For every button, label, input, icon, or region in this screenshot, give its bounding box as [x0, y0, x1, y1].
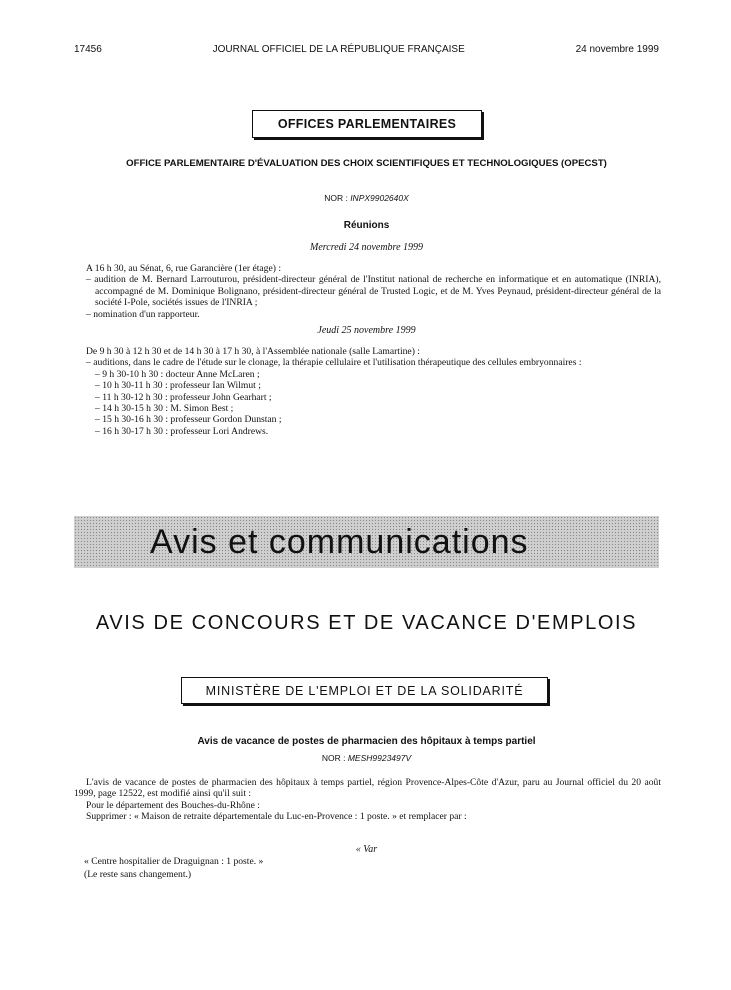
meeting2-intro: De 9 h 30 à 12 h 30 et de 14 h 30 à 17 h 30, à l'Assemblée nationale (salle Lamartine) :	[86, 346, 420, 357]
avis-banner	[74, 516, 659, 568]
meeting1-intro: A 16 h 30, au Sénat, 6, rue Garancière (1er étage) :	[86, 263, 281, 274]
meeting2-item: – 11 h 30-12 h 30 : professeur John Gearhart ;	[95, 391, 272, 403]
reunions-heading: Réunions	[343, 220, 390, 231]
meeting2-lead: – auditions, dans le cadre de l'étude sur le clonage, la thérapie cellulaire et l'utilisation thérapeutique des cellules embryonnaires :	[86, 357, 582, 369]
meeting1-item: – audition de M. Bernard Larrouturou, président-directeur général de l'Institut national de recherche en informatique et en automatique (INRIA), accompagné de M. Dominique Bolignano, président-directeur général de Trusted Logic, et de M. Yves Peynaud, président-directeur général de la société I-Pole, sociétés issues de l'INRIA ;	[86, 274, 661, 309]
banner-title: Avis et communications	[150, 522, 529, 561]
page-header	[74, 44, 659, 55]
vacancy-body	[74, 777, 661, 823]
meeting2-date: Jeudi 25 novembre 1999	[317, 325, 416, 336]
section-title: OFFICES PARLEMENTAIRES	[277, 117, 457, 131]
vacancy-notice-title: Avis de vacance de postes de pharmacien des hôpitaux à temps partiel	[197, 736, 536, 747]
nor-code: INPX9902640X	[350, 193, 409, 203]
supprimer-line: Supprimer : « Maison de retraite départementale du Luc-en-Provence : 1 poste. » et remplacer par :	[86, 811, 467, 823]
reste-line: (Le reste sans changement.)	[84, 869, 192, 881]
issue-date: 24 novembre 1999	[575, 44, 659, 55]
ministry-title: MINISTÈRE DE L'EMPLOI ET DE LA SOLIDARITÉ	[205, 683, 524, 698]
nor-code: MESH9923497V	[347, 753, 412, 763]
vacancy-text: L'avis de vacance de postes de pharmacien des hôpitaux à temps partiel, région Provence-Alpes-Côte d'Azur, paru au Journal officiel du 20 août 1999, page 12522, est modifié ainsi qu'il suit :	[74, 777, 661, 800]
var-heading: « Var	[355, 844, 378, 855]
meeting2-item: – 14 h 30-15 h 30 : M. Simon Best ;	[95, 403, 234, 415]
meeting2-block	[86, 346, 661, 437]
nor-reference	[74, 193, 659, 203]
meeting1-item: – nomination d'un rapporteur.	[86, 308, 200, 320]
meeting2-item: – 15 h 30-16 h 30 : professeur Gordon Dunstan ;	[95, 414, 282, 426]
meeting1-date: Mercredi 24 novembre 1999	[309, 242, 424, 253]
meeting2-item: – 10 h 30-11 h 30 : professeur Ian Wilmut ;	[95, 380, 261, 392]
meeting2-item: – 16 h 30-17 h 30 : professeur Lori Andrews.	[95, 425, 269, 437]
ministry-box	[181, 677, 548, 704]
meeting2-item: – 9 h 30-10 h 30 : docteur Anne McLaren ;	[95, 368, 260, 380]
centre-line: « Centre hospitalier de Draguignan : 1 poste. »	[84, 856, 264, 867]
office-title: OFFICE PARLEMENTAIRE D'ÉVALUATION DES CHOIX SCIENTIFIQUES ET TECHNOLOGIQUES (OPECST)	[126, 158, 607, 169]
nor-label: NOR :	[321, 753, 348, 763]
meeting1-block	[86, 263, 661, 320]
section-title-box	[252, 110, 482, 138]
nor-label: NOR :	[324, 193, 351, 203]
replacement-block	[84, 856, 661, 881]
journal-title: JOURNAL OFFICIEL DE LA RÉPUBLIQUE FRANÇAISE	[212, 44, 465, 55]
page-number: 17456	[74, 44, 102, 55]
department-line: Pour le département des Bouches-du-Rhône :	[86, 799, 260, 811]
nor-reference-2	[74, 753, 659, 763]
avis-concours-title: AVIS DE CONCOURS ET DE VACANCE D'EMPLOIS	[95, 612, 638, 634]
